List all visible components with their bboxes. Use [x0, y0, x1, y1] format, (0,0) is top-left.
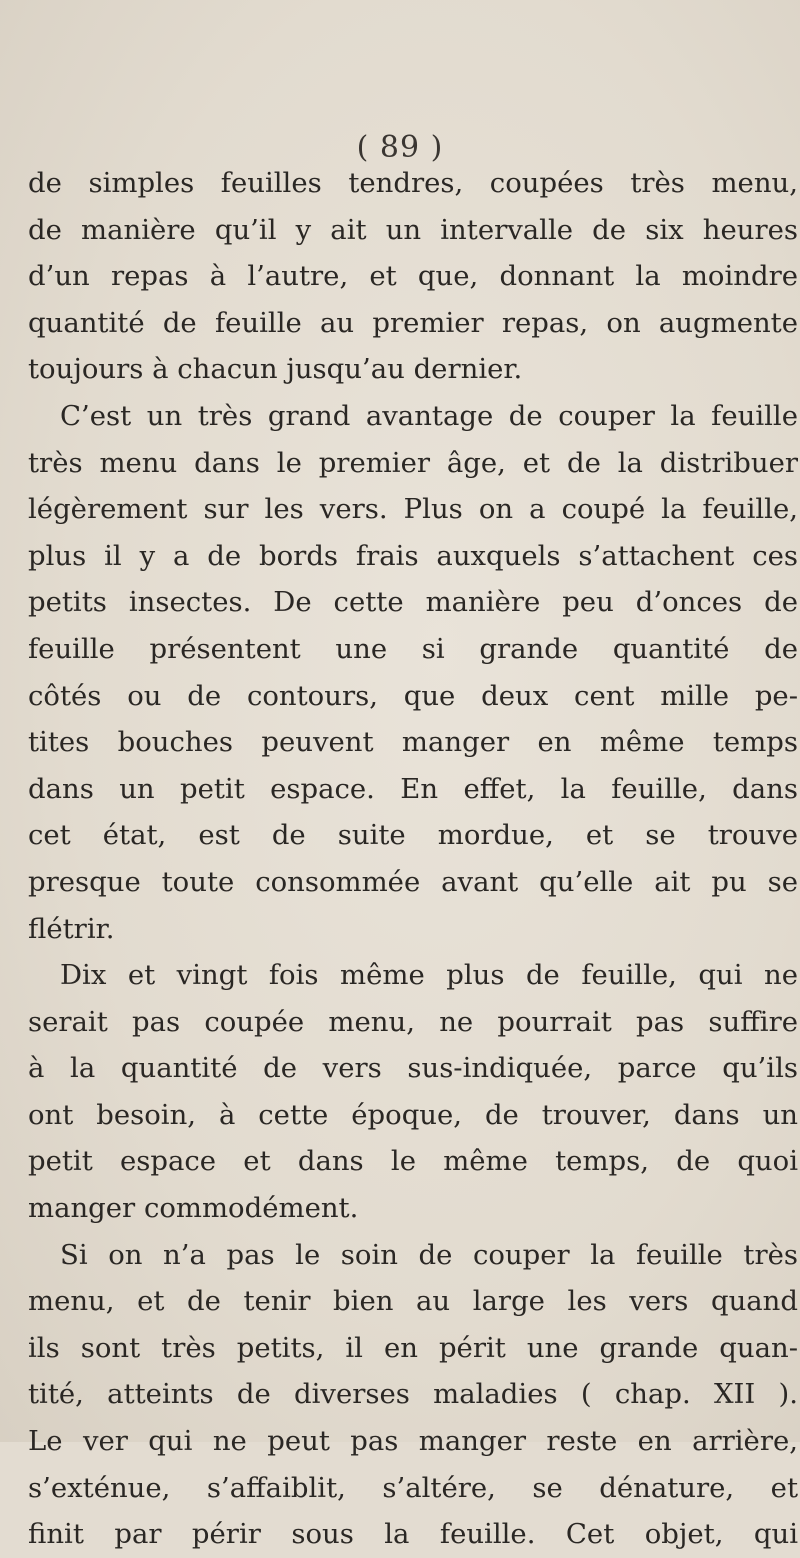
text-line: Dix et vingt fois même plus de feuille, qui ne [60, 959, 798, 992]
text-line: serait pas coupée menu, ne pourrait pas suffire [28, 1005, 798, 1038]
body-text [28, 160, 798, 1558]
text-line: Le ver qui ne peut pas manger reste en arrière, [28, 1425, 798, 1458]
text-line: côtés ou de contours, que deux cent mille pe- [28, 679, 798, 712]
text-line: légèrement sur les vers. Plus on a coupé la feuille, [28, 493, 798, 526]
text-line: tites bouches peuvent manger en même temps [28, 726, 798, 759]
text-line: dans un petit espace. En effet, la feuille, dans [28, 772, 798, 805]
text-line: ont besoin, à cette époque, de trouver, dans un [28, 1098, 798, 1131]
page-number: ( 89 ) [356, 130, 444, 165]
text-line: tité, atteints de diverses maladies ( chap. XII ). [28, 1378, 798, 1411]
text-line: flétrir. [28, 912, 115, 945]
text-line: C’est un très grand avantage de couper la feuille [60, 399, 798, 432]
text-line: Si on n’a pas le soin de couper la feuille très [60, 1238, 798, 1271]
text-line: très menu dans le premier âge, et de la distribuer [28, 446, 798, 479]
text-line: plus il y a de bords frais auxquels s’attachent ces [28, 539, 798, 572]
text-line: cet état, est de suite mordue, et se trouve [28, 819, 798, 852]
text-line: quantité de feuille au premier repas, on augmente [28, 306, 798, 339]
text-line: à la quantité de vers sus-indiquée, parce qu’ils [28, 1052, 798, 1085]
text-line: petits insectes. De cette manière peu d’onces de [28, 586, 798, 619]
text-line: presque toute consommée avant qu’elle ait pu se [28, 865, 798, 898]
text-line: feuille présentent une si grande quantité de [28, 632, 798, 665]
text-line: manger commodément. [28, 1192, 359, 1225]
text-line: d’un repas à l’autre, et que, donnant la moindre [28, 260, 798, 293]
text-line: toujours à chacun jusqu’au dernier. [28, 353, 523, 386]
text-line: petit espace et dans le même temps, de quoi [28, 1145, 798, 1178]
text-line: finit par périr sous la feuille. Cet objet, qui [28, 1518, 798, 1551]
text-line: menu, et de tenir bien au large les vers quand [28, 1285, 798, 1318]
text-line: s’exténue, s’affaiblit, s’altére, se dénature, et [28, 1471, 798, 1504]
text-line: de manière qu’il y ait un intervalle de six heures [28, 213, 798, 246]
text-line: ils sont très petits, il en périt une grande quan- [28, 1331, 798, 1364]
text-line: de simples feuilles tendres, coupées très menu, [28, 167, 798, 199]
